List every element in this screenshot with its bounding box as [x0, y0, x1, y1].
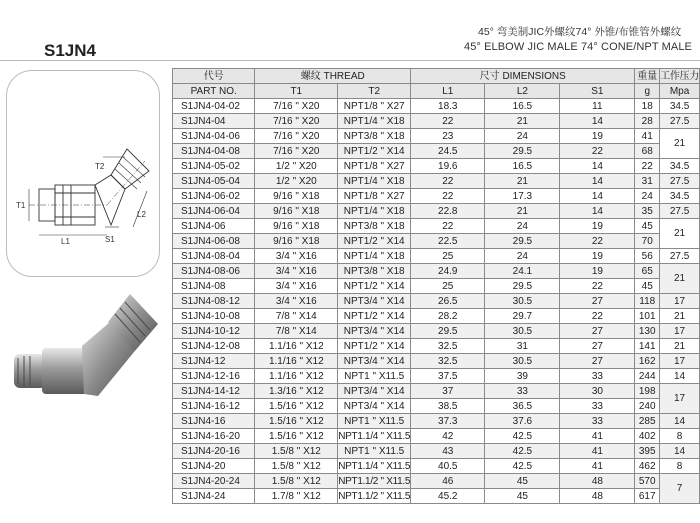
cell-part-no: S1JN4-06: [173, 219, 255, 234]
cell-t1: 1.5/16 " X12: [255, 399, 338, 414]
cell-weight: 141: [635, 339, 660, 354]
cell-l2: 30.5: [485, 294, 560, 309]
cell-t2: NPT1/8 " X27: [338, 159, 411, 174]
cell-weight: 395: [635, 444, 660, 459]
header-weight-cn: 重量: [635, 69, 660, 84]
cell-t1: 7/16 " X20: [255, 144, 338, 159]
cell-weight: 462: [635, 459, 660, 474]
cell-l1: 22.8: [411, 204, 485, 219]
cell-weight: 31: [635, 174, 660, 189]
cell-t2: NPT1/2 " X14: [338, 234, 411, 249]
cell-s1: 27: [560, 324, 635, 339]
cell-pressure: 34.5: [660, 189, 700, 204]
table-row: [173, 474, 700, 489]
cell-pressure: 21: [660, 129, 700, 159]
table-row: [173, 189, 700, 204]
cell-pressure: 21: [660, 309, 700, 324]
cell-part-no: S1JN4-08-06: [173, 264, 255, 279]
cell-s1: 22: [560, 144, 635, 159]
cell-l1: 19.6: [411, 159, 485, 174]
cell-l2: 16.5: [485, 159, 560, 174]
cell-l2: 39: [485, 369, 560, 384]
cell-t1: 1.7/8 " X12: [255, 489, 338, 504]
cell-part-no: S1JN4-20-24: [173, 474, 255, 489]
cell-l1: 24.9: [411, 264, 485, 279]
cell-l2: 29.7: [485, 309, 560, 324]
cell-part-no: S1JN4-04: [173, 114, 255, 129]
cell-t2: NPT3/4 " X14: [338, 384, 411, 399]
cell-l1: 46: [411, 474, 485, 489]
table-row: [173, 234, 700, 249]
cell-t2: NPT3/4 " X14: [338, 354, 411, 369]
cell-l1: 37.3: [411, 414, 485, 429]
table-row: [173, 429, 700, 444]
table-row: [173, 159, 700, 174]
cell-t1: 1.1/16 " X12: [255, 339, 338, 354]
table-row: [173, 99, 700, 114]
cell-l2: 21: [485, 204, 560, 219]
cell-part-no: S1JN4-16-20: [173, 429, 255, 444]
cell-s1: 27: [560, 294, 635, 309]
cell-pressure: 21: [660, 339, 700, 354]
header-l1: L1: [411, 84, 485, 99]
cell-l2: 24: [485, 249, 560, 264]
cell-l1: 45.2: [411, 489, 485, 504]
cell-t1: 1.3/16 " X12: [255, 384, 338, 399]
cell-t2: NPT1/2 " X14: [338, 144, 411, 159]
cell-part-no: S1JN4-12-16: [173, 369, 255, 384]
cell-weight: 617: [635, 489, 660, 504]
cell-l1: 37: [411, 384, 485, 399]
cell-l1: 22: [411, 189, 485, 204]
technical-drawing-panel: [6, 70, 160, 277]
cell-l1: 22: [411, 174, 485, 189]
table-row: [173, 279, 700, 294]
cell-l2: 17.3: [485, 189, 560, 204]
cell-pressure: 34.5: [660, 159, 700, 174]
cell-pressure: 8: [660, 459, 700, 474]
cell-l2: 29.5: [485, 279, 560, 294]
cell-s1: 41: [560, 444, 635, 459]
cell-s1: 33: [560, 399, 635, 414]
cell-t1: 1/2 " X20: [255, 174, 338, 189]
cell-l1: 24.5: [411, 144, 485, 159]
cell-t1: 1/2 " X20: [255, 159, 338, 174]
cell-s1: 33: [560, 369, 635, 384]
cell-t2: NPT1 " X11.5: [338, 414, 411, 429]
cell-t1: 7/16 " X20: [255, 129, 338, 144]
cell-l1: 26.5: [411, 294, 485, 309]
cell-l1: 22: [411, 114, 485, 129]
cell-t2: NPT1.1/2 " X11.5: [338, 475, 411, 487]
cell-t2: NPT1.1/4 " X11.5: [338, 460, 411, 472]
cell-t2: NPT1/2 " X14: [338, 309, 411, 324]
cell-l2: 29.5: [485, 234, 560, 249]
cell-l2: 21: [485, 174, 560, 189]
header-thread: [255, 69, 411, 84]
header-dimensions: [411, 69, 635, 84]
chinese-description: 45° 弯美制JIC外螺纹74° 外锥/布锥管外螺纹: [478, 26, 682, 38]
cell-t1: 7/8 " X14: [255, 324, 338, 339]
header-dim-cn: 尺寸: [479, 70, 500, 82]
cell-pressure: 8: [660, 429, 700, 444]
cell-part-no: S1JN4-06-08: [173, 234, 255, 249]
cell-l1: 18.3: [411, 99, 485, 114]
cell-t2: NPT1/4 " X18: [338, 204, 411, 219]
cell-l2: 16.5: [485, 99, 560, 114]
cell-l2: 33: [485, 384, 560, 399]
cell-s1: 19: [560, 129, 635, 144]
cell-l2: 45: [485, 489, 560, 504]
cell-weight: 45: [635, 279, 660, 294]
header-weight-unit: g: [635, 84, 660, 99]
header-pressure-unit: Mpa: [660, 84, 700, 99]
cell-s1: 33: [560, 414, 635, 429]
cell-l2: 42.5: [485, 459, 560, 474]
cell-l2: 24.1: [485, 264, 560, 279]
cell-s1: 27: [560, 354, 635, 369]
cell-s1: 22: [560, 309, 635, 324]
cell-l1: 32.5: [411, 339, 485, 354]
cell-t2: NPT3/4 " X14: [338, 399, 411, 414]
header-l2: L2: [485, 84, 560, 99]
cell-part-no: S1JN4-08-12: [173, 294, 255, 309]
cell-weight: 244: [635, 369, 660, 384]
cell-t1: 9/16 " X18: [255, 234, 338, 249]
cell-t2: NPT1/4 " X18: [338, 249, 411, 264]
cell-l2: 24: [485, 129, 560, 144]
header-dim-en: DIMENSIONS: [502, 70, 566, 82]
cell-t1: 9/16 " X18: [255, 204, 338, 219]
cell-pressure: 27.5: [660, 249, 700, 264]
cell-t2: NPT3/8 " X18: [338, 219, 411, 234]
header-code-cn: 代号: [173, 69, 255, 84]
cell-s1: 14: [560, 174, 635, 189]
cell-pressure: 27.5: [660, 204, 700, 219]
cell-part-no: S1JN4-08: [173, 279, 255, 294]
cell-pressure: 27.5: [660, 174, 700, 189]
cell-weight: 28: [635, 114, 660, 129]
cell-weight: 118: [635, 294, 660, 309]
cell-l2: 42.5: [485, 444, 560, 459]
cell-t1: 7/16 " X20: [255, 99, 338, 114]
header-t2: T2: [338, 84, 411, 99]
cell-s1: 27: [560, 339, 635, 354]
drawing-label-l1: L1: [61, 237, 70, 246]
cell-part-no: S1JN4-20-16: [173, 444, 255, 459]
cell-pressure: 14: [660, 444, 700, 459]
cell-s1: 19: [560, 249, 635, 264]
cell-l2: 45: [485, 474, 560, 489]
table-row: [173, 114, 700, 129]
cell-s1: 19: [560, 219, 635, 234]
cell-l1: 25: [411, 279, 485, 294]
cell-l1: 22: [411, 219, 485, 234]
cell-t2: NPT1.1/4 " X11.5: [338, 430, 411, 442]
cell-weight: 18: [635, 99, 660, 114]
table-row: [173, 369, 700, 384]
cell-pressure: 34.5: [660, 99, 700, 114]
cell-weight: 41: [635, 129, 660, 144]
cell-part-no: S1JN4-14-12: [173, 384, 255, 399]
fitting-drawing: [7, 71, 159, 276]
cell-l1: 29.5: [411, 324, 485, 339]
table-row: [173, 294, 700, 309]
cell-pressure: 27.5: [660, 114, 700, 129]
cell-pressure: 17: [660, 294, 700, 309]
cell-pressure: 17: [660, 324, 700, 339]
cell-l2: 24: [485, 219, 560, 234]
table-row: [173, 399, 700, 414]
cell-part-no: S1JN4-08-04: [173, 249, 255, 264]
cell-t2: NPT1/4 " X18: [338, 114, 411, 129]
cell-s1: 14: [560, 114, 635, 129]
cell-weight: 240: [635, 399, 660, 414]
cell-t1: 3/4 " X16: [255, 279, 338, 294]
cell-part-no: S1JN4-10-08: [173, 309, 255, 324]
cell-t2: NPT1 " X11.5: [338, 444, 411, 459]
cell-pressure: 14: [660, 369, 700, 384]
header-thread-en: THREAD: [323, 70, 365, 82]
cell-weight: 68: [635, 144, 660, 159]
cell-l2: 31: [485, 339, 560, 354]
cell-t1: 1.5/16 " X12: [255, 414, 338, 429]
cell-t2: NPT1.1/2 " X11.5: [338, 490, 411, 502]
cell-t1: 1.1/16 " X12: [255, 354, 338, 369]
cell-t1: 3/4 " X16: [255, 294, 338, 309]
table-row: [173, 264, 700, 279]
cell-s1: 22: [560, 279, 635, 294]
cell-weight: 24: [635, 189, 660, 204]
header-thread-cn: 螺纹: [300, 70, 321, 82]
cell-pressure: 17: [660, 384, 700, 414]
cell-l1: 40.5: [411, 459, 485, 474]
cell-weight: 402: [635, 429, 660, 444]
cell-s1: 22: [560, 234, 635, 249]
cell-s1: 14: [560, 159, 635, 174]
cell-t2: NPT1 " X11.5: [338, 369, 411, 384]
table-row: [173, 459, 700, 474]
cell-part-no: S1JN4-04-08: [173, 144, 255, 159]
cell-l2: 37.6: [485, 414, 560, 429]
table-row: [173, 414, 700, 429]
cell-weight: 570: [635, 474, 660, 489]
cell-weight: 45: [635, 219, 660, 234]
table-row: [173, 384, 700, 399]
cell-pressure: 21: [660, 219, 700, 249]
cell-t1: 1.1/16 " X12: [255, 369, 338, 384]
cell-t1: 7/8 " X14: [255, 309, 338, 324]
cell-pressure: 14: [660, 414, 700, 429]
cell-weight: 285: [635, 414, 660, 429]
cell-l1: 42: [411, 429, 485, 444]
table-row: [173, 129, 700, 144]
cell-weight: 56: [635, 249, 660, 264]
table-row: [173, 324, 700, 339]
cell-t2: NPT1/8 " X27: [338, 189, 411, 204]
cell-pressure: 17: [660, 354, 700, 369]
cell-s1: 48: [560, 474, 635, 489]
cell-part-no: S1JN4-06-04: [173, 204, 255, 219]
cell-t1: 9/16 " X18: [255, 189, 338, 204]
fitting-photo: [12, 272, 162, 427]
header-divider: [0, 60, 700, 61]
cell-l2: 42.5: [485, 429, 560, 444]
table-row: [173, 219, 700, 234]
table-row: [173, 249, 700, 264]
table-row: [173, 354, 700, 369]
cell-l2: 30.5: [485, 354, 560, 369]
table-row: [173, 309, 700, 324]
header-t1: T1: [255, 84, 338, 99]
spec-table-body: [173, 99, 700, 504]
cell-weight: 65: [635, 264, 660, 279]
spec-table: [172, 68, 700, 504]
table-row: [173, 339, 700, 354]
cell-part-no: S1JN4-16: [173, 414, 255, 429]
table-row: [173, 204, 700, 219]
cell-t2: NPT1/2 " X14: [338, 339, 411, 354]
cell-weight: 198: [635, 384, 660, 399]
cell-part-no: S1JN4-16-12: [173, 399, 255, 414]
cell-l1: 25: [411, 249, 485, 264]
cell-part-no: S1JN4-06-02: [173, 189, 255, 204]
cell-weight: 130: [635, 324, 660, 339]
cell-part-no: S1JN4-12: [173, 354, 255, 369]
cell-l1: 28.2: [411, 309, 485, 324]
drawing-label-t2: T2: [95, 162, 105, 171]
table-row: [173, 489, 700, 504]
cell-weight: 101: [635, 309, 660, 324]
table-row: [173, 144, 700, 159]
cell-t1: 9/16 " X18: [255, 219, 338, 234]
cell-t1: 3/4 " X16: [255, 264, 338, 279]
cell-s1: 11: [560, 99, 635, 114]
cell-l1: 38.5: [411, 399, 485, 414]
cell-weight: 162: [635, 354, 660, 369]
cell-l1: 22.5: [411, 234, 485, 249]
cell-s1: 19: [560, 264, 635, 279]
header-part-no: PART NO.: [173, 84, 255, 99]
cell-t2: NPT3/4 " X14: [338, 294, 411, 309]
cell-l1: 32.5: [411, 354, 485, 369]
drawing-label-l2: L2: [137, 210, 146, 219]
english-description: 45° ELBOW JIC MALE 74° CONE/NPT MALE: [464, 41, 692, 53]
cell-weight: 70: [635, 234, 660, 249]
cell-weight: 35: [635, 204, 660, 219]
cell-t1: 1.5/8 " X12: [255, 459, 338, 474]
cell-l2: 29.5: [485, 144, 560, 159]
cell-s1: 41: [560, 459, 635, 474]
cell-l1: 23: [411, 129, 485, 144]
cell-s1: 14: [560, 204, 635, 219]
cell-part-no: S1JN4-05-04: [173, 174, 255, 189]
cell-t2: NPT3/8 " X18: [338, 264, 411, 279]
cell-t1: 1.5/16 " X12: [255, 429, 338, 444]
cell-t2: NPT1/8 " X27: [338, 99, 411, 114]
cell-part-no: S1JN4-04-02: [173, 99, 255, 114]
cell-t1: 1.5/8 " X12: [255, 474, 338, 489]
cell-part-no: S1JN4-12-08: [173, 339, 255, 354]
cell-weight: 22: [635, 159, 660, 174]
cell-l1: 43: [411, 444, 485, 459]
cell-part-no: S1JN4-04-06: [173, 129, 255, 144]
drawing-label-s1: S1: [105, 235, 115, 244]
cell-pressure: 21: [660, 264, 700, 294]
cell-t2: NPT1/2 " X14: [338, 279, 411, 294]
cell-part-no: S1JN4-10-12: [173, 324, 255, 339]
cell-part-no: S1JN4-24: [173, 489, 255, 504]
cell-t1: 1.5/8 " X12: [255, 444, 338, 459]
cell-s1: 41: [560, 429, 635, 444]
drawing-label-t1: T1: [16, 201, 26, 210]
cell-part-no: S1JN4-05-02: [173, 159, 255, 174]
cell-l2: 21: [485, 114, 560, 129]
header-pressure-cn: 工作压力: [660, 70, 699, 82]
table-row: [173, 444, 700, 459]
cell-t2: NPT3/4 " X14: [338, 324, 411, 339]
cell-t2: NPT1/4 " X18: [338, 174, 411, 189]
cell-t1: 7/16 " X20: [255, 114, 338, 129]
cell-l1: 37.5: [411, 369, 485, 384]
cell-s1: 14: [560, 189, 635, 204]
product-code-title: S1JN4: [44, 41, 96, 60]
cell-t2: NPT3/8 " X18: [338, 129, 411, 144]
cell-l2: 30.5: [485, 324, 560, 339]
cell-pressure: 7: [660, 474, 700, 504]
cell-s1: 48: [560, 489, 635, 504]
cell-t1: 3/4 " X16: [255, 249, 338, 264]
cell-part-no: S1JN4-20: [173, 459, 255, 474]
cell-l2: 36.5: [485, 399, 560, 414]
header-s1: S1: [560, 84, 635, 99]
table-row: [173, 174, 700, 189]
cell-s1: 30: [560, 384, 635, 399]
